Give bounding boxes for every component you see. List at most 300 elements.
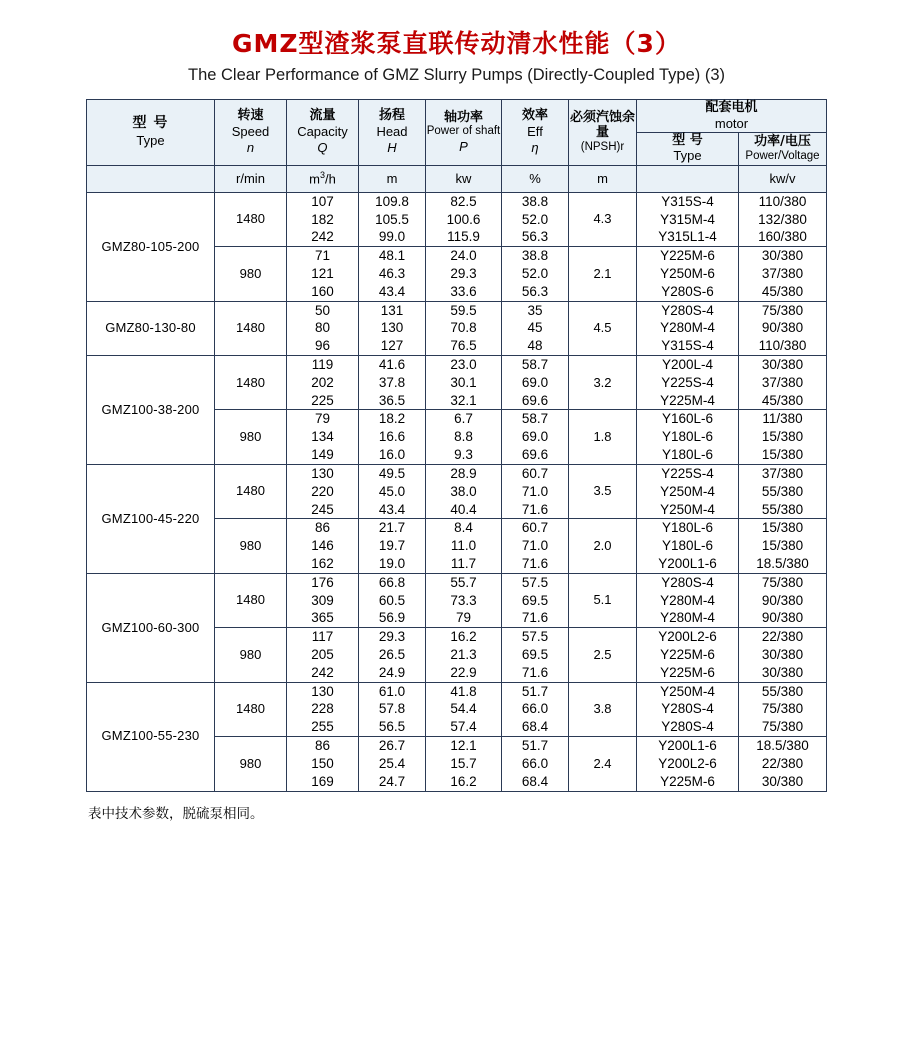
motor-power-cell-value: 110/380 [758, 193, 807, 209]
motor-power-cell [738, 737, 826, 791]
header-motor-group-cn: 配套电机 [705, 100, 758, 115]
header-type [86, 100, 214, 166]
table-row [86, 192, 826, 246]
unit-speed: r/min [214, 165, 286, 192]
power-shaft-cell-value: 11.7 [450, 555, 477, 571]
efficiency-cell [501, 519, 568, 573]
speed-cell: 1480 [214, 301, 286, 355]
capacity-cell-value: 79 [314, 411, 330, 427]
motor-type-cell-value: Y160L-6 [661, 411, 713, 427]
power-shaft-cell-value: 115.9 [447, 229, 480, 245]
motor-type-cell-value: Y280S-4 [661, 701, 714, 717]
efficiency-cell-value: 69.5 [521, 647, 549, 662]
header-type-cn: 型 号 [132, 115, 169, 132]
header-power-shaft-symbol: P [459, 138, 468, 154]
header-power-shaft-en: Power of shaft [426, 125, 501, 138]
motor-power-cell-value: 75/380 [761, 302, 804, 318]
capacity-cell-value: 242 [311, 664, 334, 680]
capacity-cell-value: 146 [311, 538, 334, 554]
header-motor-power [738, 132, 826, 165]
capacity-cell-value: 119 [311, 357, 334, 372]
header-speed [214, 100, 286, 166]
efficiency-cell-value: 52.0 [521, 211, 549, 227]
motor-type-cell-value: Y180L-6 [661, 538, 713, 554]
header-eff-symbol: η [531, 140, 539, 156]
efficiency-cell-value: 51.7 [521, 683, 549, 699]
power-shaft-cell-value: 21.3 [450, 647, 477, 662]
motor-power-cell [738, 192, 826, 246]
capacity-cell-value: 309 [311, 592, 334, 608]
motor-type-cell-value: Y315S-4 [661, 193, 714, 209]
table-row [86, 573, 826, 627]
efficiency-cell-value: 38.8 [521, 193, 549, 209]
efficiency-cell [501, 301, 568, 355]
head-cell [358, 301, 425, 355]
npsh-cell: 2.5 [568, 628, 636, 682]
efficiency-cell-value: 71.0 [521, 483, 549, 499]
efficiency-cell-value: 69.6 [521, 392, 549, 408]
head-cell-value: 16.0 [378, 447, 406, 463]
header-motor-power-cn: 功率/电压 [754, 134, 811, 150]
motor-power-cell-value: 37/380 [761, 465, 804, 481]
speed-cell: 1480 [214, 682, 286, 736]
head-cell-value: 60.5 [378, 592, 406, 608]
efficiency-cell-value: 69.6 [521, 447, 549, 463]
efficiency-cell-value: 35 [527, 302, 543, 318]
speed-cell: 980 [214, 247, 286, 301]
head-cell-value: 43.4 [378, 283, 406, 299]
pump-type-cell: GMZ100-38-200 [86, 356, 214, 465]
speed-cell: 980 [214, 410, 286, 464]
unit-npsh: m [568, 165, 636, 192]
power-shaft-cell-value: 38.0 [450, 483, 477, 499]
power-shaft-cell [425, 410, 501, 464]
power-shaft-cell-value: 30.1 [450, 374, 477, 390]
power-shaft-cell-value: 32.1 [450, 392, 477, 408]
efficiency-cell-value: 71.6 [521, 610, 549, 626]
motor-type-cell [636, 356, 738, 410]
capacity-cell [286, 519, 358, 573]
power-shaft-cell-value: 79 [455, 610, 471, 626]
capacity-cell-value: 150 [311, 755, 334, 771]
motor-power-cell-value: 37/380 [761, 265, 804, 281]
motor-power-cell-value: 37/380 [761, 374, 804, 390]
power-shaft-cell-value: 11.0 [450, 538, 477, 554]
header-npsh-en: (NPSH)r [580, 141, 625, 154]
efficiency-cell-value: 69.0 [521, 429, 549, 445]
capacity-cell-value: 205 [311, 647, 334, 662]
motor-type-cell-value: Y180L-6 [661, 520, 713, 536]
header-motor-power-en: Power/Voltage [745, 149, 820, 162]
motor-power-cell-value: 110/380 [758, 338, 807, 354]
motor-type-cell-value: Y280M-4 [660, 320, 715, 336]
motor-type-cell [636, 737, 738, 791]
motor-power-cell [738, 628, 826, 682]
efficiency-cell-value: 56.3 [521, 229, 549, 245]
power-shaft-cell-value: 28.9 [450, 465, 477, 481]
power-shaft-cell-value: 23.0 [450, 357, 477, 372]
table-units-row [86, 165, 826, 192]
motor-power-cell-value: 55/380 [761, 483, 804, 499]
power-shaft-cell-value: 9.3 [454, 447, 473, 463]
motor-type-cell [636, 682, 738, 736]
motor-power-cell-value: 132/380 [758, 211, 807, 227]
motor-power-cell-value: 22/380 [761, 755, 804, 771]
head-cell [358, 737, 425, 791]
capacity-cell [286, 628, 358, 682]
power-shaft-cell [425, 519, 501, 573]
header-type-en: Type [136, 132, 165, 148]
head-cell-value: 24.9 [378, 664, 406, 680]
capacity-cell-value: 71 [314, 248, 330, 264]
capacity-cell-value: 365 [311, 610, 334, 626]
head-cell-value: 36.5 [378, 392, 406, 408]
efficiency-cell [501, 682, 568, 736]
power-shaft-cell [425, 628, 501, 682]
header-motor-type-cn: 型 号 [672, 132, 703, 148]
npsh-cell: 4.3 [568, 192, 636, 246]
head-cell-value: 41.6 [378, 357, 406, 372]
capacity-cell-value: 80 [314, 320, 330, 336]
motor-power-cell-value: 11/380 [762, 411, 803, 427]
head-cell-value: 57.8 [378, 701, 406, 717]
motor-type-cell [636, 247, 738, 301]
capacity-cell-value: 202 [311, 374, 334, 390]
efficiency-cell-value: 52.0 [521, 265, 549, 281]
head-cell-value: 26.7 [378, 738, 406, 754]
motor-type-cell-value: Y280M-4 [660, 610, 715, 626]
motor-power-cell-value: 30/380 [761, 647, 804, 662]
table-header [86, 100, 826, 193]
capacity-cell-value: 162 [311, 555, 334, 571]
head-cell-value: 49.5 [378, 465, 406, 481]
speed-cell: 1480 [214, 356, 286, 410]
head-cell-value: 46.3 [378, 265, 406, 281]
header-capacity-symbol: Q [317, 140, 328, 156]
unit-head: m [358, 165, 425, 192]
motor-type-cell-value: Y225M-6 [660, 647, 715, 662]
header-capacity-en: Capacity [297, 123, 348, 139]
head-cell-value: 21.7 [378, 520, 406, 536]
motor-power-cell-value: 160/380 [758, 229, 807, 245]
head-cell-value: 130 [380, 320, 404, 336]
header-capacity [286, 100, 358, 166]
capacity-cell-value: 134 [311, 429, 334, 445]
motor-power-cell-value: 15/380 [761, 538, 804, 554]
header-motor-type-en: Type [673, 148, 702, 164]
power-shaft-cell-value: 15.7 [450, 755, 477, 771]
capacity-cell-value: 96 [314, 338, 330, 354]
head-cell-value: 127 [380, 338, 404, 354]
speed-cell: 980 [214, 628, 286, 682]
motor-type-cell-value: Y225M-6 [660, 248, 715, 264]
header-head-en: Head [376, 123, 408, 139]
motor-power-cell [738, 682, 826, 736]
capacity-cell-value: 121 [311, 265, 334, 281]
speed-cell: 1480 [214, 573, 286, 627]
capacity-cell-value: 107 [311, 193, 334, 209]
motor-type-cell-value: Y200L1-6 [658, 555, 717, 571]
motor-power-cell-value: 18.5/380 [756, 555, 809, 571]
document-page [0, 24, 913, 1049]
header-speed-symbol: n [246, 140, 255, 156]
capacity-cell-value: 228 [311, 701, 334, 717]
npsh-cell: 2.0 [568, 519, 636, 573]
page-subtitle: The Clear Performance of GMZ Slurry Pumps (Directly-Coupled Type) (3) [187, 66, 726, 84]
header-npsh-cn: 必须汽蚀余量 [569, 109, 635, 141]
header-head-symbol: H [387, 140, 397, 156]
motor-type-cell-value: Y280M-4 [660, 592, 715, 608]
head-cell [358, 519, 425, 573]
capacity-cell [286, 573, 358, 627]
unit-type [86, 165, 214, 192]
header-eff [501, 100, 568, 166]
power-shaft-cell-value: 41.8 [450, 683, 477, 699]
motor-power-cell-value: 90/380 [761, 320, 804, 336]
power-shaft-cell-value: 16.2 [450, 629, 477, 645]
motor-type-cell-value: Y200L1-6 [658, 738, 717, 754]
head-cell-value: 19.7 [378, 538, 406, 554]
efficiency-cell-value: 71.6 [521, 664, 549, 680]
performance-table [86, 99, 827, 792]
capacity-cell-value: 86 [314, 520, 330, 536]
head-cell-value: 56.5 [378, 719, 406, 735]
power-shaft-cell [425, 301, 501, 355]
power-shaft-cell-value: 40.4 [450, 501, 477, 517]
npsh-cell: 2.1 [568, 247, 636, 301]
npsh-cell: 4.5 [568, 301, 636, 355]
header-motor-type [636, 132, 738, 165]
table-row [86, 301, 826, 355]
efficiency-cell [501, 247, 568, 301]
efficiency-cell-value: 45 [527, 320, 543, 336]
motor-power-cell-value: 18.5/380 [756, 738, 809, 754]
efficiency-cell-value: 66.0 [521, 701, 549, 717]
speed-cell: 980 [214, 519, 286, 573]
motor-power-cell [738, 356, 826, 410]
motor-power-cell [738, 573, 826, 627]
efficiency-cell-value: 71.0 [521, 538, 549, 554]
motor-type-cell-value: Y225M-6 [660, 664, 715, 680]
motor-power-cell-value: 75/380 [761, 574, 804, 590]
efficiency-cell [501, 573, 568, 627]
motor-power-cell-value: 15/380 [761, 447, 804, 463]
motor-power-cell-value: 30/380 [761, 248, 804, 264]
capacity-cell [286, 192, 358, 246]
header-capacity-cn: 流量 [309, 108, 336, 124]
npsh-cell: 3.2 [568, 356, 636, 410]
head-cell-value: 99.0 [378, 229, 406, 245]
page-title: GMZ型渣浆泵直联传动清水性能（3） [232, 29, 681, 58]
speed-cell: 1480 [214, 464, 286, 518]
speed-cell: 1480 [214, 192, 286, 246]
header-speed-cn: 转速 [237, 108, 264, 124]
head-cell-value: 25.4 [378, 755, 406, 771]
header-speed-en: Speed [231, 123, 270, 139]
capacity-cell [286, 464, 358, 518]
capacity-cell-value: 220 [311, 483, 334, 499]
power-shaft-cell-value: 59.5 [450, 302, 477, 318]
motor-power-cell-value: 55/380 [761, 501, 804, 517]
motor-type-cell-value: Y225M-4 [660, 392, 715, 408]
capacity-cell-value: 86 [314, 738, 330, 754]
head-cell-value: 18.2 [378, 411, 406, 427]
table-row [86, 356, 826, 410]
pump-type-cell: GMZ100-60-300 [86, 573, 214, 682]
npsh-cell: 2.4 [568, 737, 636, 791]
efficiency-cell-value: 69.5 [521, 592, 549, 608]
efficiency-cell [501, 628, 568, 682]
head-cell [358, 192, 425, 246]
power-shaft-cell-value: 6.7 [454, 411, 473, 427]
capacity-cell [286, 356, 358, 410]
header-motor-group-en: motor [714, 115, 749, 131]
motor-type-cell [636, 410, 738, 464]
motor-type-cell [636, 301, 738, 355]
power-shaft-cell-value: 76.5 [450, 338, 477, 354]
capacity-cell [286, 682, 358, 736]
power-shaft-cell [425, 573, 501, 627]
motor-type-cell-value: Y280S-6 [661, 283, 714, 299]
head-cell-value: 48.1 [378, 248, 406, 264]
motor-type-cell-value: Y315M-4 [660, 211, 715, 227]
power-shaft-cell-value: 29.3 [450, 265, 477, 281]
efficiency-cell-value: 57.5 [521, 629, 549, 645]
unit-power-shaft: kw [425, 165, 501, 192]
head-cell-value: 24.7 [378, 773, 406, 789]
npsh-cell: 1.8 [568, 410, 636, 464]
power-shaft-cell-value: 82.5 [450, 193, 477, 209]
motor-power-cell-value: 30/380 [761, 357, 804, 372]
header-head [358, 100, 425, 166]
head-cell [358, 247, 425, 301]
capacity-cell-value: 242 [311, 229, 334, 245]
head-cell [358, 628, 425, 682]
npsh-cell: 3.5 [568, 464, 636, 518]
head-cell-value: 37.8 [378, 374, 406, 390]
pump-type-cell: GMZ80-105-200 [86, 192, 214, 301]
motor-power-cell-value: 90/380 [761, 610, 804, 626]
motor-type-cell-value: Y200L2-6 [658, 629, 717, 645]
table-body [86, 192, 826, 791]
npsh-cell: 5.1 [568, 573, 636, 627]
unit-capacity: $m^3/h$ [286, 165, 358, 192]
motor-power-cell-value: 75/380 [761, 719, 804, 735]
pump-type-cell: GMZ100-55-230 [86, 682, 214, 791]
efficiency-cell-value: 58.7 [521, 357, 549, 372]
efficiency-cell-value: 68.4 [521, 719, 549, 735]
head-cell-value: 109.8 [375, 193, 409, 209]
capacity-cell-value: 182 [311, 211, 334, 227]
capacity-cell-value: 169 [311, 773, 334, 789]
efficiency-cell [501, 410, 568, 464]
motor-power-cell-value: 15/380 [761, 520, 804, 536]
motor-type-cell-value: Y280S-4 [661, 719, 714, 735]
motor-power-cell-value: 30/380 [761, 773, 804, 789]
motor-power-cell [738, 464, 826, 518]
capacity-cell [286, 247, 358, 301]
motor-type-cell-value: Y200L-4 [661, 357, 713, 372]
npsh-cell: 3.8 [568, 682, 636, 736]
motor-type-cell-value: Y250M-4 [660, 483, 715, 499]
motor-type-cell-value: Y180L-6 [661, 429, 713, 445]
efficiency-cell-value: 51.7 [521, 738, 549, 754]
head-cell-value: 29.3 [378, 629, 406, 645]
power-shaft-cell-value: 73.3 [450, 592, 477, 608]
motor-power-cell-value: 22/380 [761, 629, 804, 645]
capacity-cell-value: 255 [311, 719, 334, 735]
capacity-cell [286, 410, 358, 464]
efficiency-cell-value: 71.6 [521, 555, 549, 571]
motor-type-cell-value: Y225S-4 [661, 374, 714, 390]
power-shaft-cell-value: 22.9 [450, 664, 477, 680]
motor-type-cell [636, 573, 738, 627]
capacity-cell [286, 301, 358, 355]
capacity-cell-value: 149 [311, 447, 334, 463]
motor-type-cell [636, 519, 738, 573]
power-shaft-cell-value: 8.8 [454, 429, 473, 445]
motor-type-cell-value: Y280S-4 [661, 574, 714, 590]
motor-type-cell-value: Y250M-4 [660, 501, 715, 517]
efficiency-cell-value: 57.5 [521, 574, 549, 590]
header-motor-group [636, 100, 826, 133]
power-shaft-cell-value: 16.2 [450, 773, 477, 789]
head-cell [358, 464, 425, 518]
header-head-cn: 扬程 [378, 108, 405, 124]
power-shaft-cell-value: 8.4 [454, 520, 473, 536]
power-shaft-cell-value: 33.6 [450, 283, 477, 299]
efficiency-cell-value: 66.0 [521, 755, 549, 771]
head-cell-value: 66.8 [378, 574, 406, 590]
motor-power-cell-value: 30/380 [761, 664, 804, 680]
capacity-cell-value: 117 [311, 629, 334, 645]
efficiency-cell-value: 56.3 [521, 283, 549, 299]
speed-cell: 980 [214, 737, 286, 791]
motor-power-cell [738, 247, 826, 301]
table-row [86, 682, 826, 736]
pump-type-cell: GMZ80-130-80 [86, 301, 214, 355]
unit-eff: % [501, 165, 568, 192]
capacity-cell-value: 176 [311, 574, 334, 590]
motor-power-cell-value: 45/380 [761, 392, 804, 408]
head-cell [358, 356, 425, 410]
head-cell-value: 16.6 [378, 429, 406, 445]
motor-power-cell-value: 15/380 [761, 429, 804, 445]
power-shaft-cell [425, 464, 501, 518]
motor-power-cell-value: 90/380 [761, 592, 804, 608]
power-shaft-cell [425, 737, 501, 791]
header-eff-en: Eff [527, 123, 543, 139]
efficiency-cell-value: 69.0 [521, 374, 549, 390]
table-note: 表中技术参数，脱硫泵相同。 [88, 805, 264, 822]
motor-power-cell [738, 301, 826, 355]
efficiency-cell-value: 60.7 [521, 520, 549, 536]
motor-type-cell-value: Y280S-4 [661, 302, 714, 318]
head-cell-value: 105.5 [375, 211, 409, 227]
head-cell [358, 410, 425, 464]
pump-type-cell: GMZ100-45-220 [86, 464, 214, 573]
motor-type-cell [636, 464, 738, 518]
efficiency-cell [501, 464, 568, 518]
capacity-cell-value: 50 [314, 302, 330, 318]
head-cell-value: 19.0 [378, 555, 406, 571]
motor-type-cell-value: Y315L1-4 [658, 229, 717, 245]
capacity-cell-value: 245 [311, 501, 334, 517]
header-power-shaft-cn: 轴功率 [443, 109, 483, 125]
motor-power-cell [738, 519, 826, 573]
unit-motor-type [636, 165, 738, 192]
power-shaft-cell-value: 24.0 [450, 248, 477, 264]
